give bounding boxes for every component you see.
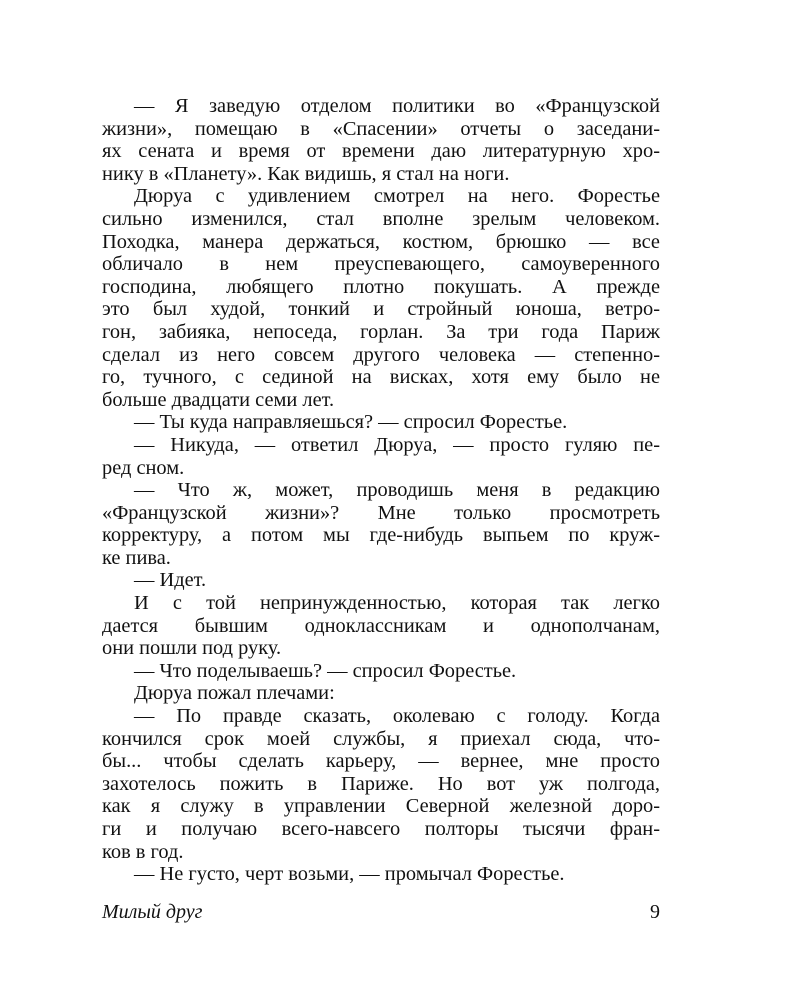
- text-line: — Я заведую отделом политики во «Французской: [134, 95, 660, 117]
- paragraph: [102, 682, 660, 705]
- text-line: ков в год.: [102, 840, 184, 863]
- text-line: — По правде сказать, околеваю с голоду. Когда: [134, 705, 660, 728]
- text-line: — Ты куда направляешься? — спросил Форестье.: [134, 411, 568, 434]
- text-line: сделал из него совсем другого человека — степенно-: [102, 343, 660, 366]
- paragraph: [102, 185, 660, 411]
- text-line: ке пива.: [102, 546, 171, 569]
- text-line: как я служу в управлении Северной железной доро-: [102, 795, 660, 818]
- text-line: Дюруа пожал плечами:: [134, 682, 335, 705]
- text-line: — Что ж, может, проводишь меня в редакцию: [134, 479, 660, 502]
- text-line: обличало в нем преуспевающего, самоуверенного: [102, 253, 660, 276]
- body-text: [102, 95, 660, 886]
- text-line: захотелось пожить в Париже. Но вот уж полгода,: [102, 772, 660, 795]
- text-line: го, тучного, с сединой на висках, хотя ему было не: [102, 366, 660, 389]
- paragraph: [102, 705, 660, 863]
- running-title: Милый друг: [102, 901, 203, 923]
- paragraph: [102, 569, 660, 592]
- text-line: кончился срок моей службы, я приехал сюда, что-: [102, 727, 660, 750]
- paragraph: [102, 411, 660, 434]
- text-line: они пошли под руку.: [102, 637, 282, 660]
- text-line: Походка, манера держаться, костюм, брюшко — все: [102, 230, 660, 253]
- text-line: гон, забияка, непоседа, горлан. За три года Париж: [102, 320, 660, 343]
- text-line: ред сном.: [102, 456, 185, 479]
- paragraph: [102, 660, 660, 683]
- text-line: И с той непринужденностью, которая так легко: [134, 592, 660, 615]
- text-line: дается бывшим одноклассникам и однополчанам,: [102, 614, 660, 637]
- paragraph: [102, 95, 660, 185]
- text-line: корректуру, а потом мы где-нибудь выпьем по круж-: [102, 524, 660, 547]
- text-line: жизни», помещаю в «Спасении» отчеты о заседани-: [102, 117, 660, 140]
- text-line: — Никуда, — ответил Дюруа, — просто гуляю пе-: [134, 433, 660, 456]
- text-line: сильно изменился, стал вполне зрелым человеком.: [102, 207, 660, 230]
- text-line: бы... чтобы сделать карьеру, — вернее, мне просто: [102, 750, 660, 773]
- text-line: господина, любящего плотно покушать. А прежде: [102, 275, 660, 298]
- page-number: 9: [650, 901, 660, 923]
- text-line: ях сената и время от времени даю литературную хро-: [102, 140, 660, 163]
- text-line: — Идет.: [134, 569, 207, 592]
- page-footer: [102, 901, 660, 925]
- text-line: — Что поделываешь? — спросил Форестье.: [134, 659, 517, 682]
- paragraph: [102, 479, 660, 569]
- text-line: это был худой, тонкий и стройный юноша, ветро-: [102, 298, 660, 321]
- paragraph: [102, 863, 660, 886]
- paragraph: [102, 592, 660, 660]
- text-line: ги и получаю всего-навсего полторы тысячи фран-: [102, 818, 660, 840]
- text-line: больше двадцати семи лет.: [102, 388, 335, 411]
- text-line: — Не густо, черт возьми, — промычал Форестье.: [134, 863, 565, 886]
- text-line: «Французской жизни»? Мне только просмотреть: [102, 501, 660, 524]
- text-line: нику в «Планету». Как видишь, я стал на ноги.: [102, 162, 510, 185]
- paragraph: [102, 434, 660, 479]
- text-line: Дюруа с удивлением смотрел на него. Форестье: [134, 185, 660, 208]
